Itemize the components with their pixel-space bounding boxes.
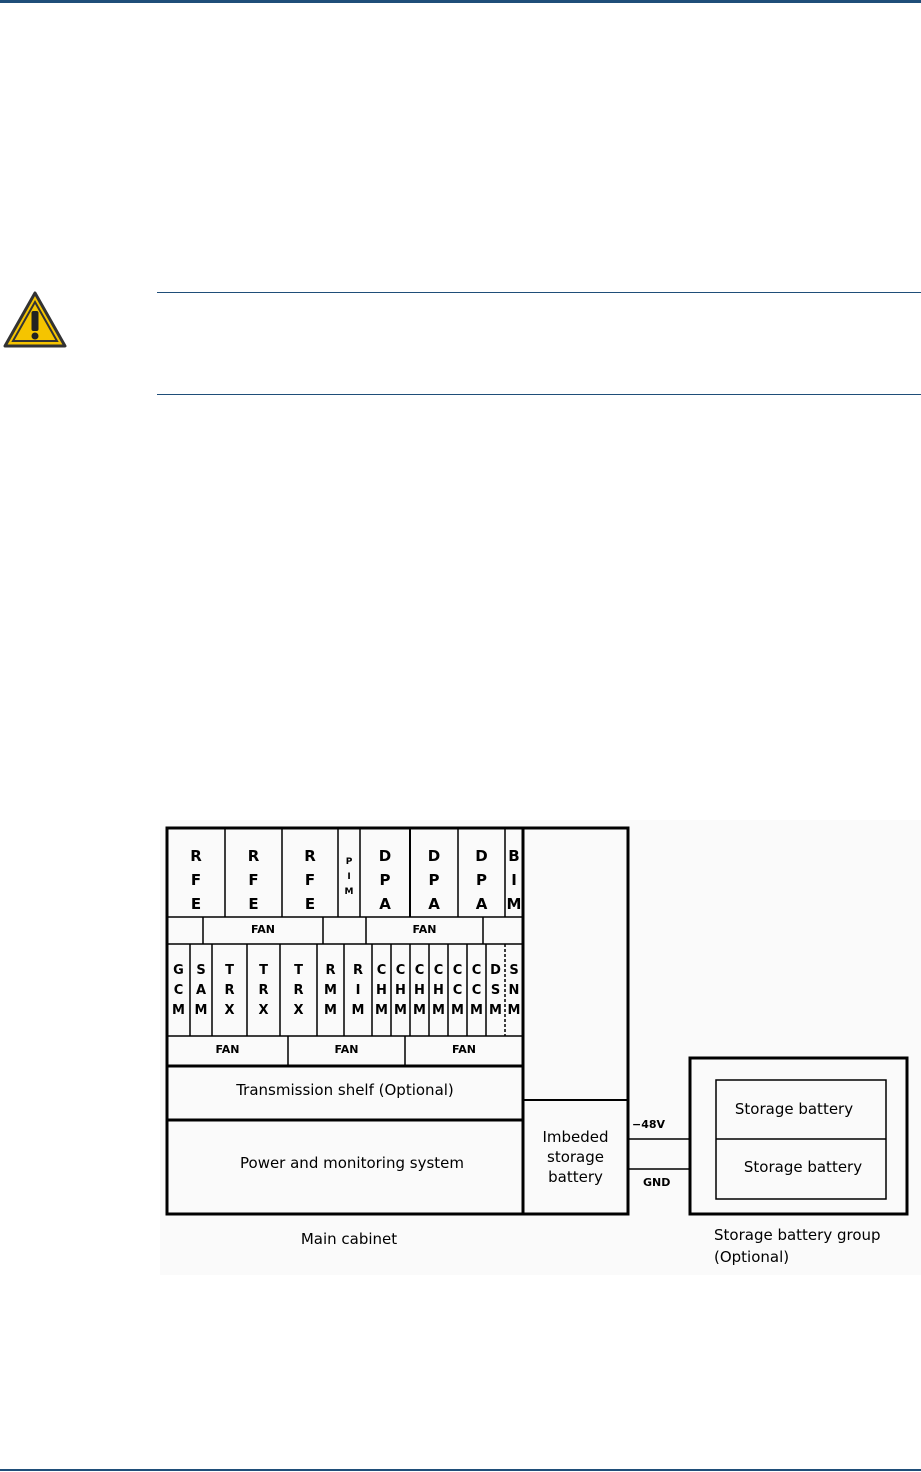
module-pim: P I M: [344, 857, 354, 897]
gnd-label: GND: [643, 1176, 671, 1189]
fan-label-lower-2: FAN: [334, 1043, 359, 1056]
module-ccm-1: C C M: [451, 963, 464, 1018]
power-system-label: Power and monitoring system: [240, 1154, 464, 1172]
warning-icon: [2, 290, 68, 350]
footer-rule: [0, 1469, 921, 1471]
module-gcm: G C M: [172, 963, 185, 1018]
note-bottom-rule: [157, 394, 921, 395]
header-rule: [0, 0, 921, 3]
transmission-shelf-label: Transmission shelf (Optional): [236, 1081, 454, 1099]
module-dsm: D S M: [489, 963, 502, 1018]
fan-label-lower-1: FAN: [215, 1043, 240, 1056]
module-dpa-2: D P A: [427, 847, 441, 913]
module-trx-2: T R X: [258, 963, 269, 1018]
module-dpa-3: D P A: [475, 847, 488, 913]
module-dpa-1: D P A: [378, 847, 392, 913]
fan-label-upper-2: FAN: [412, 923, 437, 936]
module-chm-2: C H M: [394, 963, 407, 1018]
imbedded-battery-label: Imbeded storage battery: [542, 1128, 609, 1186]
module-trx-3: T R X: [293, 963, 304, 1018]
module-sam: S A M: [194, 963, 208, 1018]
module-ccm-2: C C M: [470, 963, 483, 1018]
fan-label-lower-3: FAN: [452, 1043, 476, 1056]
module-chm-4: C H M: [432, 963, 445, 1018]
module-rmm: R M M: [324, 963, 337, 1018]
module-trx-1: T R X: [224, 963, 235, 1018]
battery-group-caption: Storage battery group (Optional): [714, 1226, 881, 1266]
note-top-rule: [157, 292, 921, 293]
module-snm: S N M: [507, 963, 521, 1018]
voltage-label: −48V: [632, 1118, 666, 1131]
storage-battery-1: Storage battery: [734, 1100, 854, 1118]
storage-battery-2: Storage battery: [743, 1158, 863, 1176]
main-cabinet-caption: Main cabinet: [300, 1230, 398, 1248]
module-rfe-1: R F E: [190, 847, 202, 913]
module-chm-1: C H M: [375, 963, 388, 1018]
module-rfe-2: R F E: [247, 847, 260, 913]
module-chm-3: C H M: [413, 963, 426, 1018]
fan-label-upper-1: FAN: [251, 923, 275, 936]
module-rfe-3: R F E: [304, 847, 316, 913]
module-rim: R I M: [351, 963, 365, 1018]
cabinet-configuration-diagram: [160, 820, 921, 1275]
module-bim: B I M: [506, 847, 522, 913]
